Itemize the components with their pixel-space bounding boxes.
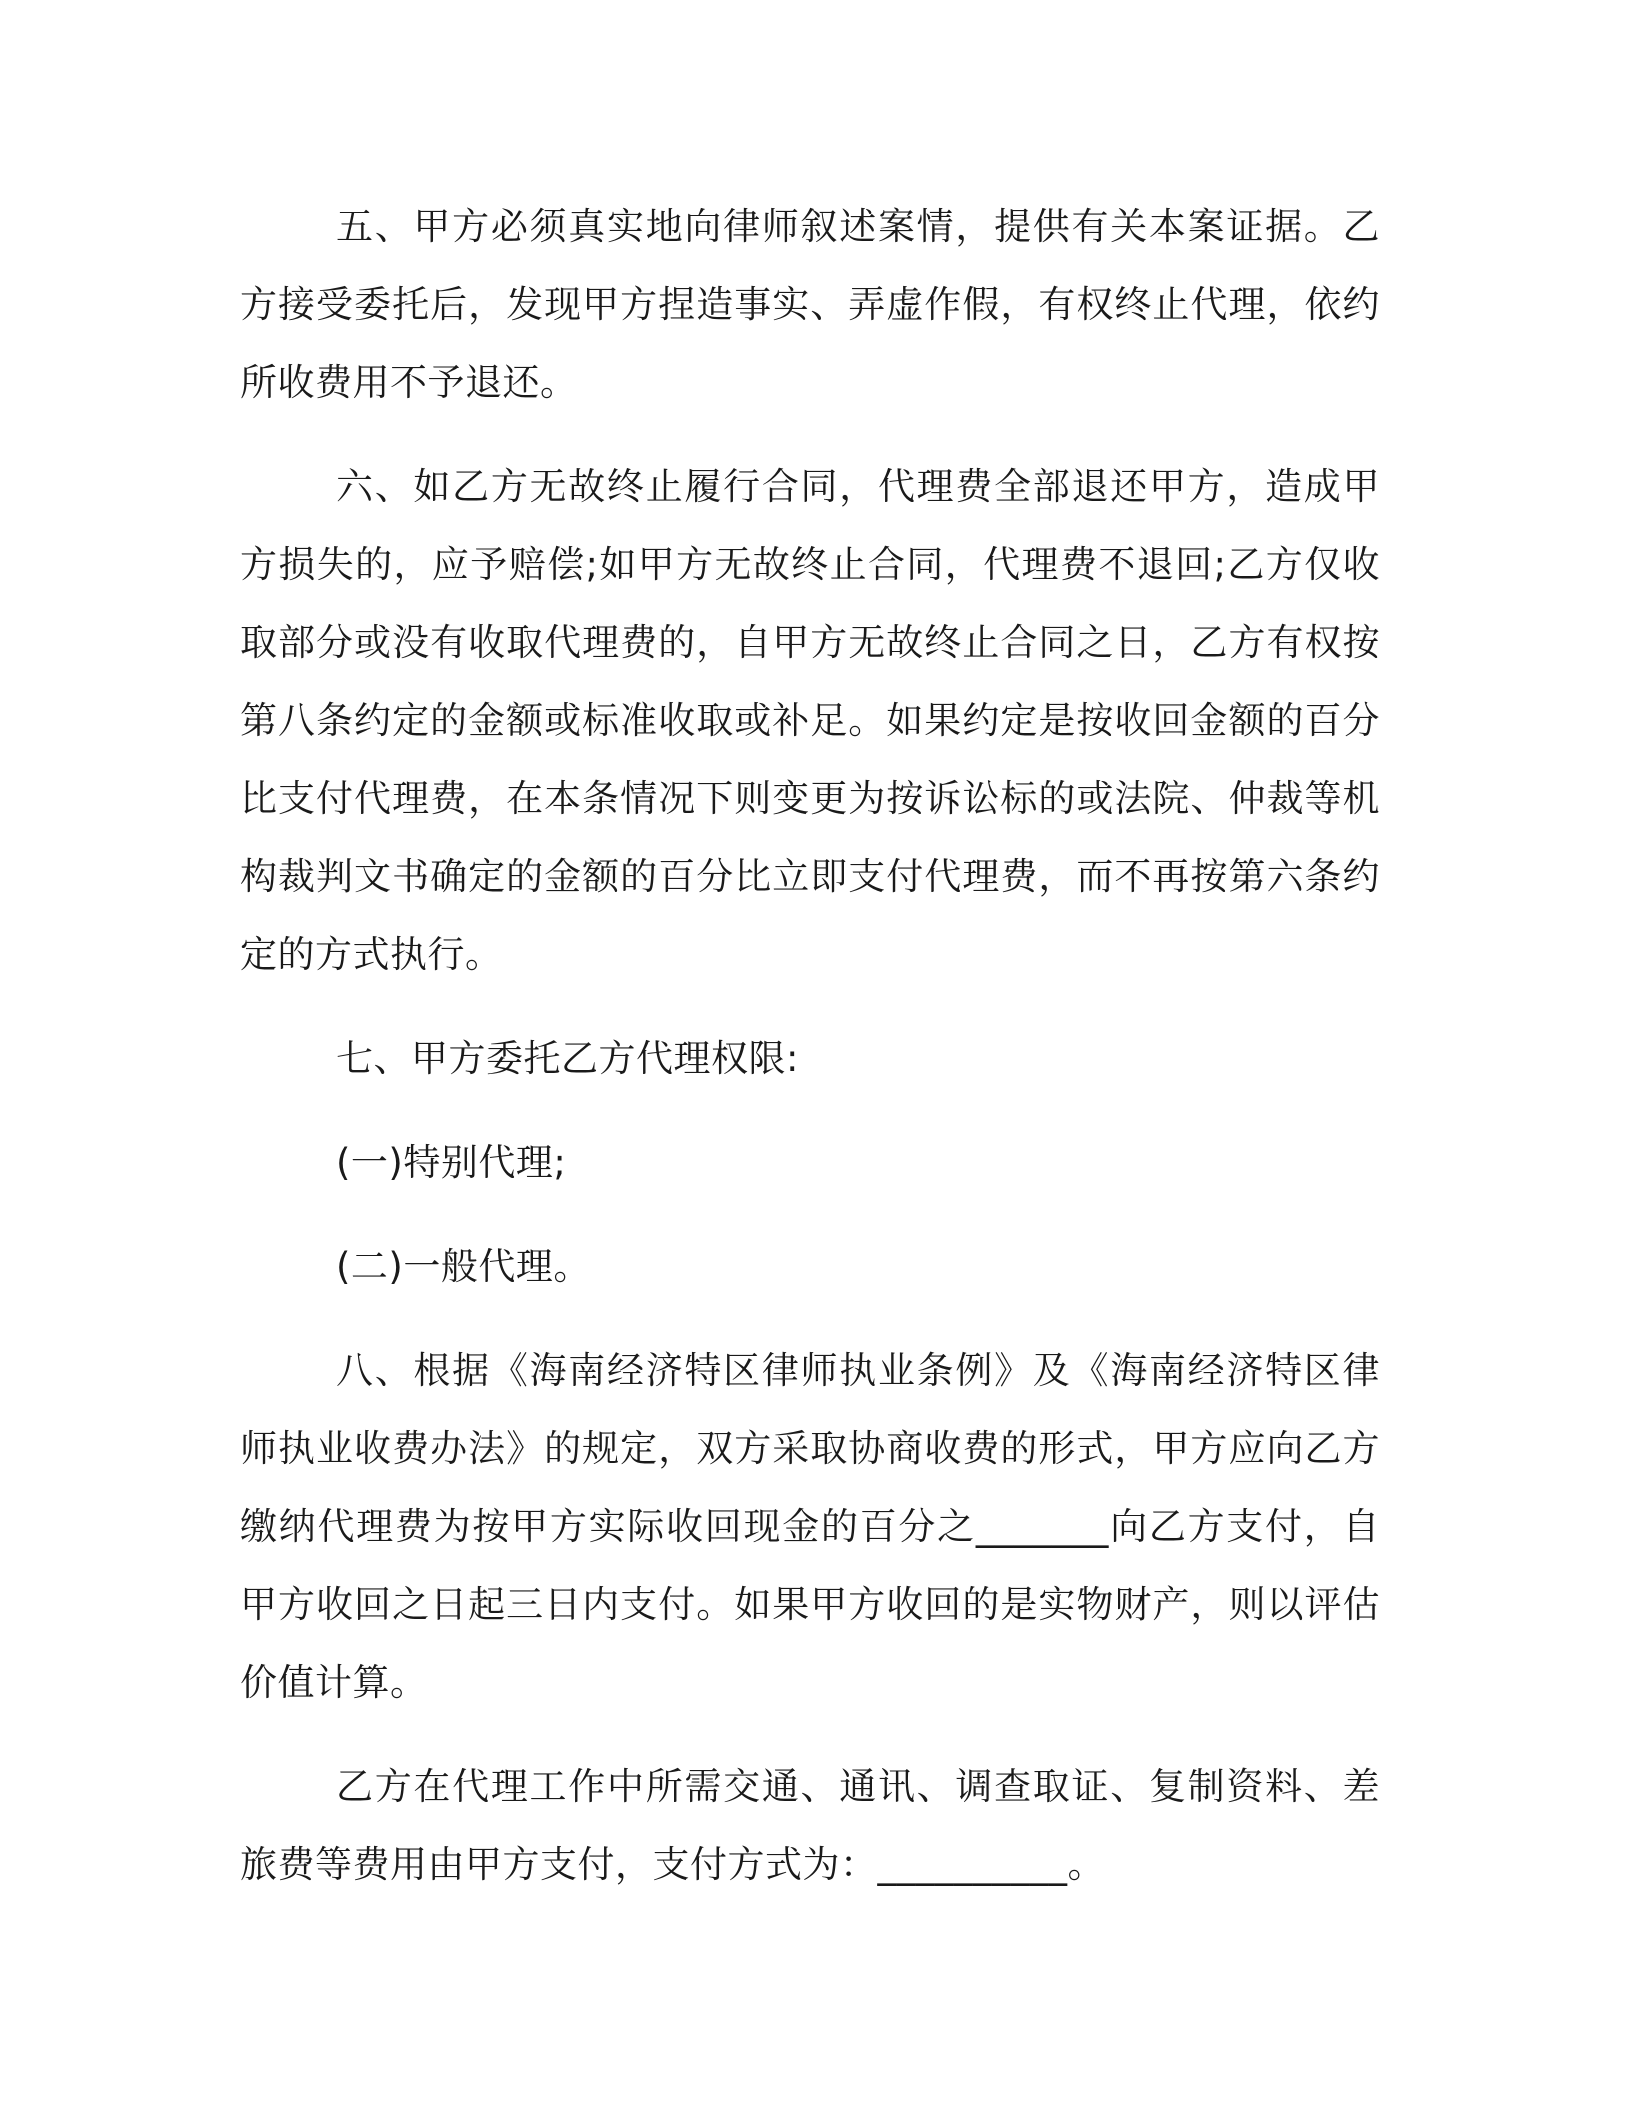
clause-7-item-1: (一)特别代理; xyxy=(336,1141,567,1184)
clause-7-item-2: (二)一般代理。 xyxy=(336,1245,591,1288)
clause-5-paragraph: 五、甲方必须真实地向律师叙述案情，提供有关本案证据。乙方接受委托后，发现甲方捏造事实、弄虚作假，有权终止代理，依约所收费用不予退还。 xyxy=(240,205,1380,404)
clause-6-paragraph: 六、如乙方无故终止履行合同，代理费全部退还甲方，造成甲方损失的，应予赔偿;如甲方无故终止合同，代理费不退回;乙方仅收取部分或没有收取代理费的，自甲方无故终止合同之日，乙方有权按第八条约定的金额或标准收取或补足。如果约定是按收回金额的百分比支付代理费，在本条情况下则变更为按诉讼标的或法院、仲裁等机构裁判文书确定的金额的百分比立即支付代理费，而不再按第六条约定的方式执行。 xyxy=(240,465,1380,976)
clause-8-paragraph: 八、根据《海南经济特区律师执业条例》及《海南经济特区律师执业收费办法》的规定，双方采取协商收费的形式，甲方应向乙方缴纳代理费为按甲方实际收回现金的百分之_______向乙方支付，自甲方收回之日起三日内支付。如果甲方收回的是实物财产，则以评估价值计算。 xyxy=(240,1349,1380,1704)
clause-7-paragraph: 七、甲方委托乙方代理权限: xyxy=(336,1037,799,1080)
document-body xyxy=(240,188,1380,1904)
expenses-paragraph: 乙方在代理工作中所需交通、通讯、调查取证、复制资料、差旅费等费用由甲方支付，支付方式为：__________。 xyxy=(240,1765,1380,1886)
